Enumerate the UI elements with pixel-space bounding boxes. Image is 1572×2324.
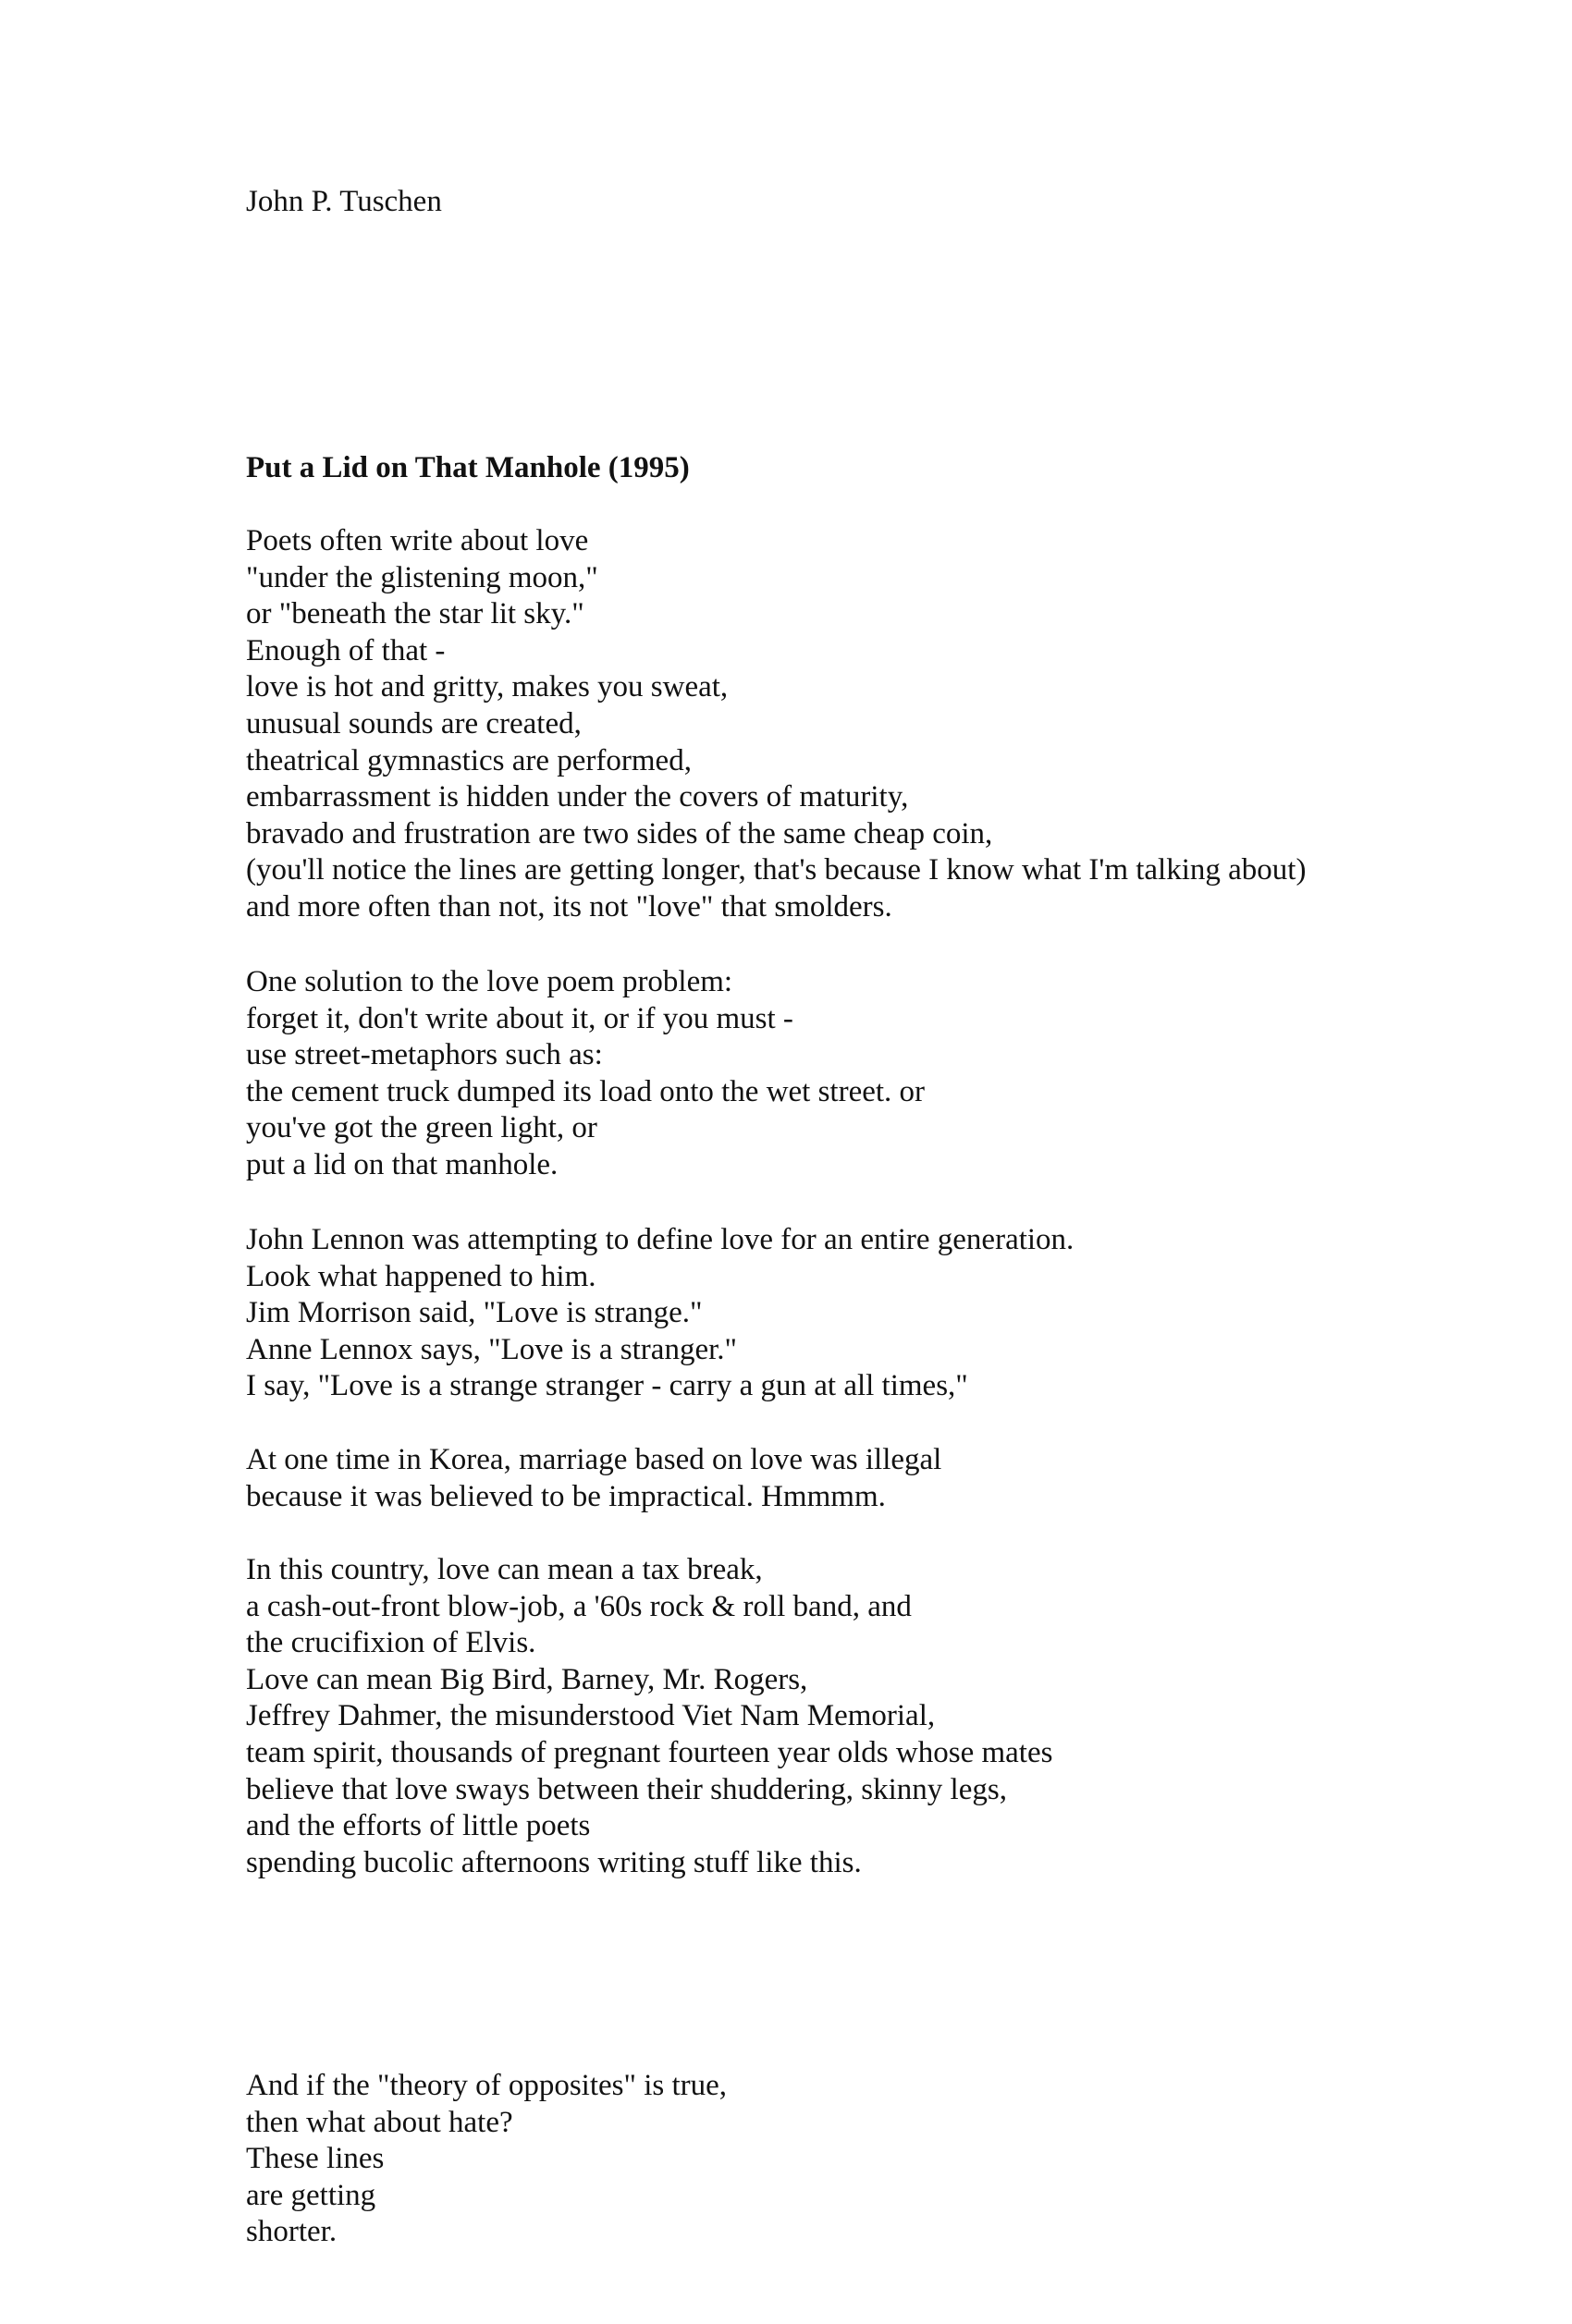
- poem-line: use street-metaphors such as:: [246, 1038, 603, 1072]
- author-name: John P. Tuschen: [246, 185, 442, 218]
- poem-line: the cement truck dumped its load onto the wet street. or: [246, 1074, 926, 1108]
- poem-line: love is hot and gritty, makes you sweat,: [246, 670, 729, 704]
- poem-line: theatrical gymnastics are performed,: [246, 743, 692, 777]
- poem-line: spending bucolic afternoons writing stuff like this.: [246, 1845, 862, 1879]
- poem-line: Anne Lennox says, "Love is a stranger.": [246, 1332, 737, 1366]
- stanza-4: [246, 1442, 941, 1515]
- poem-line: Jim Morrison said, "Love is strange.": [246, 1296, 703, 1330]
- poem-line: the crucifixion of Elvis.: [246, 1626, 536, 1660]
- poem-line: I say, "Love is a strange stranger - carry a gun at all times,": [246, 1369, 968, 1403]
- poem-line: a cash-out-front blow-job, a '60s rock & roll band, and: [246, 1589, 912, 1623]
- poem-line: unusual sounds are created,: [246, 706, 582, 740]
- poem-line: bravado and frustration are two sides of the same cheap coin,: [246, 816, 993, 850]
- poem-line: then what about hate?: [246, 2105, 513, 2139]
- poem-line: (you'll notice the lines are getting longer, that's because I know what I'm talking about): [246, 853, 1307, 887]
- poem-line: Enough of that -: [246, 633, 446, 667]
- stanza-1: [246, 523, 1306, 926]
- poem-line: team spirit, thousands of pregnant fourteen year olds whose mates: [246, 1735, 1053, 1769]
- poem-line: At one time in Korea, marriage based on love was illegal: [246, 1443, 942, 1476]
- poem-title: Put a Lid on That Manhole (1995): [246, 451, 690, 484]
- stanza-2: [246, 964, 925, 1184]
- poem-line: you've got the green light, or: [246, 1111, 597, 1145]
- stanza-3: [246, 1222, 1074, 1405]
- poem-line: believe that love sways between their shuddering, skinny legs,: [246, 1772, 1007, 1806]
- poem-line: Look what happened to him.: [246, 1259, 596, 1293]
- poem-line: John Lennon was attempting to define love for an entire generation.: [246, 1223, 1075, 1256]
- poem-line: In this country, love can mean a tax break,: [246, 1553, 763, 1586]
- poem-line: And if the "theory of opposites" is true,: [246, 2069, 728, 2102]
- poem-line: Love can mean Big Bird, Barney, Mr. Rogers,: [246, 1662, 808, 1696]
- poem-line: Poets often write about love: [246, 524, 589, 557]
- poem-line: "under the glistening moon,": [246, 560, 598, 594]
- poem-line: and the efforts of little poets: [246, 1809, 591, 1843]
- stanza-6: [246, 2068, 727, 2251]
- poem-line: forget it, don't write about it, or if you must -: [246, 1001, 793, 1035]
- poem-line: One solution to the love poem problem:: [246, 965, 733, 998]
- poem-line: shorter.: [246, 2215, 338, 2249]
- poem-line: embarrassment is hidden under the covers of maturity,: [246, 780, 909, 814]
- poem-line: Jeffrey Dahmer, the misunderstood Viet Nam Memorial,: [246, 1699, 936, 1733]
- poem-line: are getting: [246, 2178, 376, 2212]
- poem-line: These lines: [246, 2142, 385, 2176]
- poem-line: because it was believed to be impractical. Hmmmm.: [246, 1479, 886, 1513]
- poem-line: put a lid on that manhole.: [246, 1147, 559, 1181]
- poem-line: and more often than not, its not "love" that smolders.: [246, 889, 892, 923]
- poem-line: or "beneath the star lit sky.": [246, 597, 584, 631]
- stanza-5: [246, 1552, 1052, 1881]
